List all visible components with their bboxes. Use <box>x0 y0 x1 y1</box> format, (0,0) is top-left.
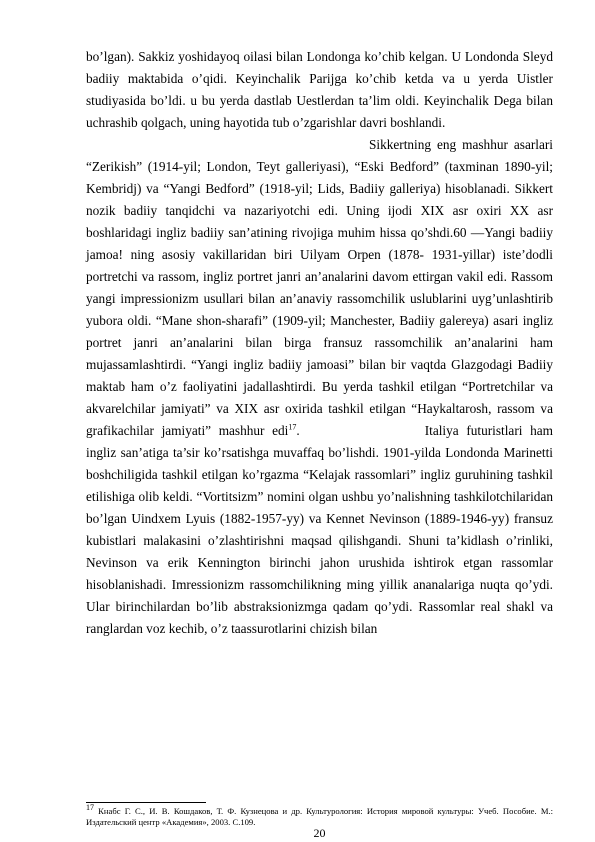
footnote-text: Кнабс Г. С., И. В. Кошдаков, Т. Ф. Кузнецова и др. Культурология: История мировой культуры: Учеб. Пособие. М.: Издательский центр «Академия», 2003. С.109. <box>86 806 553 827</box>
footnote-marker: 17 <box>86 803 94 813</box>
paragraph-3-text: Italiya futuristlari ham ingliz san’atiga ta’sir ko’rsatishga muvaffaq bo’lishdi. 1901-yilda Londonda Marinetti boshchiligida tashkil etilgan ko’rgazma “Kelajak rassomlari” ingliz guruhining tashkil etilishiga olib keldi. “Vortitsizm” nomini olgan ushbu yo’nalishning tashkilotchilaridan bo’lgan Uindxem Lyuis (1882-1957-yy) va Kennet Nevinson (1889-1946-yy) fransuz kubistlari malakasini o’zlashtirishni maqsad qilishgandi. Shuni ta’kidlash o’rinliki, Nevinson va erik Kennington birinchi jahon urushida ishtirok etgan rassomlar hisoblanishadi. Imressionizm rassomchilikning ming yillik ananalariga nuqta qo’ydi. Ular birinchilardan bo’lib abstraksionizmga qadam qo’ydi. Rassomlar real shakl va ranglardan voz kechib, o’z taassurotlarini chizish bilan <box>86 423 554 636</box>
page-number: 20 <box>313 826 326 840</box>
paragraph-2 <box>86 134 553 640</box>
paragraph-1 <box>86 46 553 134</box>
paragraph-2-tail: . <box>296 423 300 438</box>
paragraph-1-text: bo’lgan). Sakkiz yoshidayoq oilasi bilan Londonga ko’chib kelgan. U Londonda Sleyd badiiy maktabida o’qidi. Keyinchalik Parijga ko’chib ketda va u yerda Uistler studiyasida bo’ldi. u bu yerda dastlab Uestlerdan ta’lim oldi. Keyinchalik Dega bilan uchrashib qolgach, uning hayotida tub o’zgarishlar davri boshlandi. <box>86 49 553 130</box>
footnote <box>86 803 553 827</box>
footnote-separator <box>86 802 206 803</box>
paragraph-2-text: Sikkertning eng mashhur asarlari “Zerikish” (1914-yil; London, Teyt galleriyasi), “Eski Bedford” (taxminan 1890-yil; Kembridj) va “Yangi Bedford” (1918-yil; Lids, Badiiy galleriya) hisoblanadi. Sikkert nozik badiiy tanqidchi va nazariyotchi edi. Uning ijodi XIX asr oxiri XX asr boshlaridagi ingliz badiiy san’atining rivojiga muhim hissa qo’shdi.60 —Yangi badiiy jamoa! ning asosiy vakillaridan biri Uilyam Orpen (1878- 1931-yillar) iste’dodli portretchi va rassom, ingliz portret janri an’analarini davom ettirgan vakil edi. Rassom yangi impressionizm usullari bilan an’anaviy rassomchilik uslublarini uyg’unlashtirib yubora oldi. “Mane shon-sharafi” (1909-yil; Manchester, Badiiy galereya) asari ingliz portret janri an’analarini bilan birga fransuz rassomchilik an’analarini ham mujassamlashtirdi. “Yangi ingliz badiiy jamoasi” bilan bir vaqtda Glazgodagi Badiiy maktab ham o’z faoliyatini jadallashtirdi. Bu yerda tashkil etilgan “Portretchilar va akvarelchilar jamiyati” va XIX asr oxirida tashkil etilgan “Haykaltarosh, rassom va grafikachilar jamiyati” mashhur edi <box>86 137 553 438</box>
footnote-ref-17[interactable]: 17 <box>288 422 297 432</box>
body-text <box>86 46 553 640</box>
